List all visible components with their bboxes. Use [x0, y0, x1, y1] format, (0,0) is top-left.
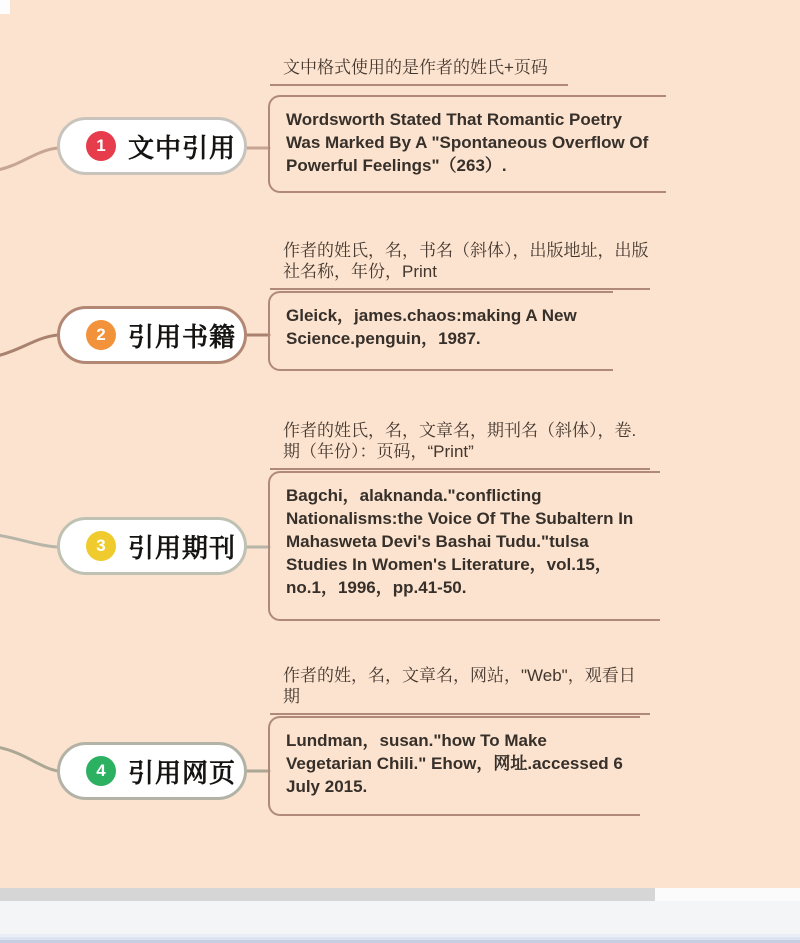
number-4-badge	[86, 756, 116, 786]
note-in-text-format[interactable]: 文中格式使用的是作者的姓氏+页码	[270, 57, 568, 86]
topic-in-text-citation[interactable]	[57, 117, 247, 175]
topic-title: 引用网页	[128, 757, 237, 788]
number-1-badge	[86, 131, 116, 161]
topic-cite-journal[interactable]	[57, 517, 247, 575]
canvas-corner-sliver	[0, 0, 10, 14]
note-journal-format[interactable]: 作者的姓氏，名，文章名，期刊名（斜体），卷.期（年份）：页码，“Print”	[270, 420, 650, 470]
number-3-badge	[86, 531, 116, 561]
branch1-left-connector	[0, 148, 58, 170]
horizontal-scrollbar-track[interactable]	[0, 888, 800, 901]
badge-number: 1	[96, 136, 106, 155]
note-webpage-format[interactable]: 作者的姓，名，文章名，网站，"Web"，观看日期	[270, 665, 650, 715]
branch2-left-connector	[0, 335, 58, 356]
topic-title: 引用书籍	[128, 321, 237, 352]
example-journal-citation[interactable]: Bagchi，alaknanda."conflicting Nationalisms:the Voice Of The Subaltern In Mahasweta Devi's Bashai Tudu."tulsa Studies In Women's Literature，vol.15，no.1，1996，pp.41-50.	[268, 471, 660, 621]
topic-title: 文中引用	[128, 132, 237, 163]
note-book-format[interactable]: 作者的姓氏，名，书名（斜体），出版地址，出版社名称，年份，Print	[270, 240, 650, 290]
branch4-left-connector	[0, 747, 58, 771]
example-book-citation[interactable]: Gleick，james.chaos:making A New Science.penguin，1987.	[268, 291, 613, 371]
topic-title: 引用期刊	[128, 532, 237, 563]
example-in-text-citation[interactable]: Wordsworth Stated That Romantic Poetry Was Marked By A "Spontaneous Overflow Of Powerful Feelings"（263）.	[268, 95, 666, 193]
branch3-left-connector	[0, 535, 58, 547]
badge-number: 3	[96, 536, 106, 555]
topic-cite-book[interactable]	[57, 306, 247, 364]
topic-cite-webpage[interactable]	[57, 742, 247, 800]
badge-number: 2	[96, 325, 106, 344]
horizontal-scrollbar-thumb[interactable]	[0, 888, 655, 901]
number-2-badge	[86, 320, 116, 350]
badge-number: 4	[96, 761, 106, 780]
example-webpage-citation[interactable]: Lundman，susan."how To Make Vegetarian Chili." Ehow，网址.accessed 6 July 2015.	[268, 716, 640, 816]
